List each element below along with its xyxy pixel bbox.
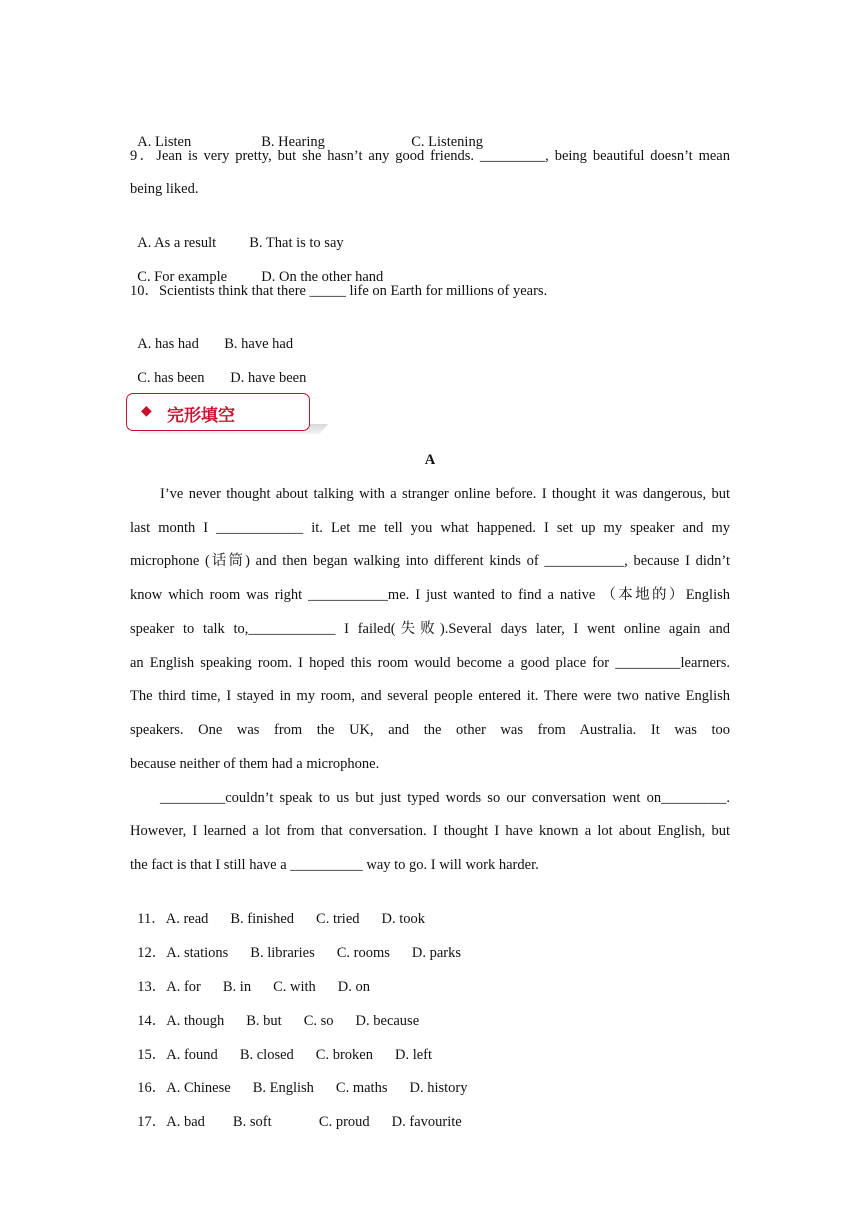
option: C. Listening [411,134,483,150]
q9-stem-line2: being liked. [130,181,199,197]
option: B. closed [239,1047,294,1063]
option: C. broken [315,1047,373,1063]
passage-line: I’ve never thought about talking with a stranger online before. I thought it was dangerous, but [160,486,730,502]
passage-line: because neither of them had a microphone. [130,756,380,772]
option: C. For example [137,269,228,285]
question-number: 15． [137,1047,167,1063]
option: A. Chinese [166,1080,231,1096]
option: D. on [337,979,371,995]
option: A. though [166,1013,225,1029]
option: D. parks [411,945,462,961]
option: C. tried [316,911,360,927]
passage-heading: A [424,452,436,468]
option: C. with [273,979,316,995]
option: A. has had [137,336,199,352]
option: A. stations [166,945,229,961]
option: B. libraries [250,945,315,961]
option: A. for [166,979,201,995]
option: C. maths [335,1080,388,1096]
question-number: 12． [137,945,167,961]
option: A. read [165,911,209,927]
option: D. have been [230,370,307,386]
passage-line: speakers. One was from the UK, and the other was from Australia. It was too [130,722,730,738]
option: D. favourite [391,1114,462,1130]
option: C. so [303,1013,334,1029]
option: B. Hearing [261,134,325,150]
option: B. That is to say [249,235,344,251]
option: A. bad [166,1114,205,1130]
passage-line: microphone (话筒) and then began walking into different kinds of ___________, because I didn’t [130,553,730,569]
option: C. has been [137,370,205,386]
q10-options-row2 [130,348,306,388]
option: B. finished [230,911,295,927]
passage-line: the fact is that I still have a __________ way to go. I will work harder. [130,857,539,873]
option: B. English [252,1080,314,1096]
passage-line: an English speaking room. I hoped this room would become a good place for _________learners. [130,655,730,671]
option: D. left [394,1047,433,1063]
passage-line: know which room was right ___________me. I just wanted to find a native （本地的）English [130,587,730,603]
option: C. proud [318,1114,370,1130]
passage-line: last month I ____________ it. Let me tell you what happened. I set up my speaker and my [130,520,730,536]
question-row [130,1092,462,1132]
option: B. soft [232,1114,272,1130]
q9-stem-line1: 9．Jean is very pretty, but she hasn’t any good friends. _________, being beautiful doesn’t mean [130,148,730,164]
option: D. because [355,1013,420,1029]
question-number: 16． [137,1080,167,1096]
option: A. Listen [137,134,192,150]
section-title: 完形填空 [167,406,235,426]
option: B. have had [224,336,294,352]
option: D. history [409,1080,468,1096]
q10-stem: 10．Scientists think that there _____ life on Earth for millions of years. [130,283,548,299]
question-number: 17． [137,1114,167,1130]
passage-line: _________couldn’t speak to us but just typed words so our conversation went on_________. [160,790,730,806]
option: D. On the other hand [261,269,384,285]
option: B. in [222,979,252,995]
passage-line: However, I learned a lot from that conversation. I thought I have known a lot about English, but [130,823,730,839]
section-header [126,393,310,431]
question-number: 13． [137,979,167,995]
question-number: 11． [137,911,166,927]
option: D. took [381,911,426,927]
passage-line: speaker to talk to,____________ I failed(失败).Several days later, I went online again and [130,621,730,637]
option: A. As a result [137,235,217,251]
option: B. but [246,1013,282,1029]
option: A. found [166,1047,218,1063]
question-number: 14． [137,1013,167,1029]
passage-line: The third time, I stayed in my room, and several people entered it. There were two native English [130,688,730,704]
diamond-icon: ◆ [141,404,152,419]
option: C. rooms [336,945,390,961]
